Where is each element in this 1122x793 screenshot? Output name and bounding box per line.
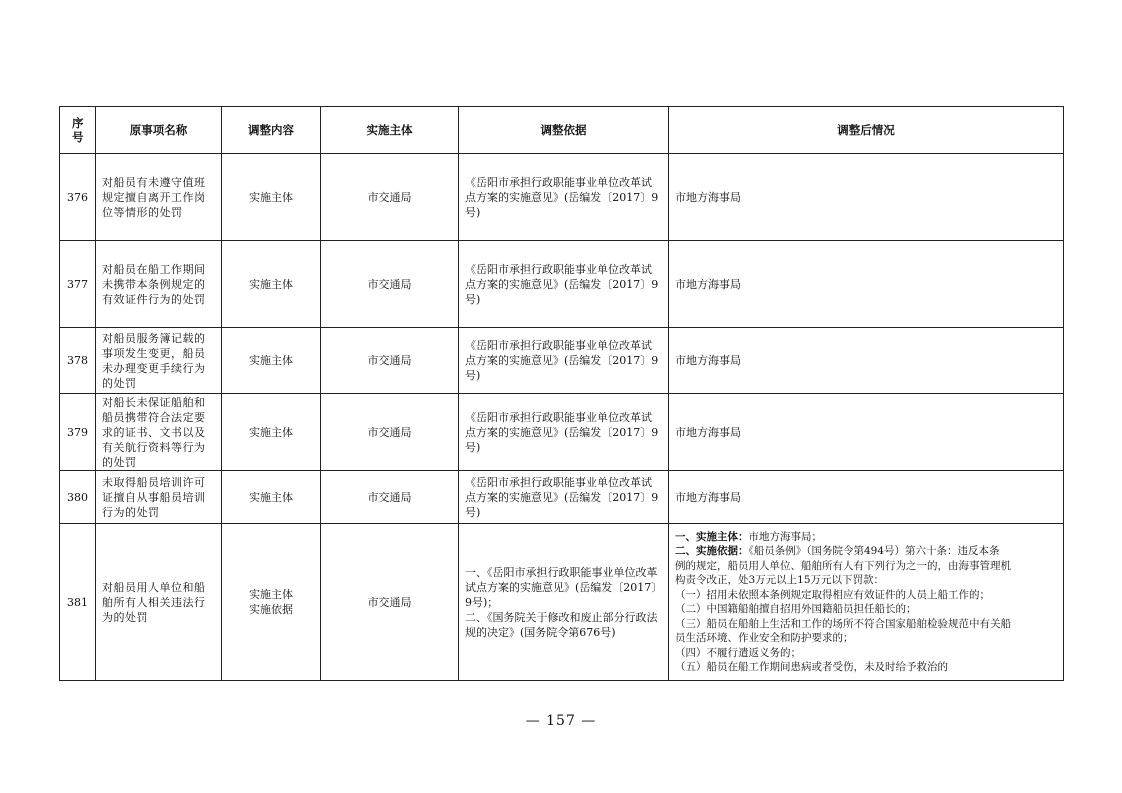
row-item-name: 对船员在船工作期间未携带本条例规定的有效证件行为的处罚 — [96, 241, 222, 328]
row-adjust-basis: 《岳阳市承担行政职能事业单位改革试点方案的实施意见》(岳编发〔2017〕9号) — [459, 471, 669, 524]
row-after-status — [669, 524, 1064, 681]
table-row — [60, 471, 1064, 524]
row-no: 379 — [60, 394, 96, 471]
header-basis: 调整依据 — [459, 107, 669, 154]
row-adjust-content: 实施主体 — [222, 394, 321, 471]
after-text: 市地方海事局； — [748, 530, 822, 543]
row-no: 378 — [60, 328, 96, 394]
row-adjust-basis — [459, 524, 669, 681]
row-after-status: 市地方海事局 — [669, 471, 1064, 524]
table-row — [60, 394, 1064, 471]
row-no: 376 — [60, 154, 96, 241]
row-implementing-body: 市交通局 — [321, 471, 459, 524]
adjust-content-line: 实施依据 — [249, 603, 293, 616]
header-name: 原事项名称 — [96, 107, 222, 154]
row-adjust-content: 实施主体 — [222, 241, 321, 328]
row-adjust-basis: 《岳阳市承担行政职能事业单位改革试点方案的实施意见》(岳编发〔2017〕9号) — [459, 394, 669, 471]
row-adjust-content: 实施主体 — [222, 154, 321, 241]
header-body: 实施主体 — [321, 107, 459, 154]
table-row — [60, 154, 1064, 241]
row-item-name: 对船长未保证船舶和船员携带符合法定要求的证书、文书以及有关航行资料等行为的处罚 — [96, 394, 222, 471]
row-implementing-body: 市交通局 — [321, 154, 459, 241]
header-after: 调整后情况 — [669, 107, 1064, 154]
after-line — [675, 530, 1057, 545]
row-item-name: 未取得船员培训许可证擅自从事船员培训行为的处罚 — [96, 471, 222, 524]
after-line: 例的规定，船员用人单位、船舶所有人有下列行为之一的，由海事管理机 — [675, 559, 1011, 572]
after-label: 一、实施主体： — [675, 530, 749, 543]
row-item-name: 对船员有未遵守值班规定擅自离开工作岗位等情形的处罚 — [96, 154, 222, 241]
row-after-status: 市地方海事局 — [669, 394, 1064, 471]
page-number: — 157 — — [525, 713, 597, 729]
row-implementing-body: 市交通局 — [321, 328, 459, 394]
table-row — [60, 328, 1064, 394]
row-implementing-body: 市交通局 — [321, 524, 459, 681]
row-after-status: 市地方海事局 — [669, 241, 1064, 328]
row-adjust-basis: 《岳阳市承担行政职能事业单位改革试点方案的实施意见》(岳编发〔2017〕9号) — [459, 241, 669, 328]
row-item-name: 对船员服务簿记载的事项发生变更，船员未办理变更手续行为的处罚 — [96, 328, 222, 394]
after-line: （一）招用未依照本条例规定取得相应有效证件的人员上船工作的； — [675, 588, 990, 601]
after-line — [675, 544, 1057, 559]
row-adjust-basis: 《岳阳市承担行政职能事业单位改革试点方案的实施意见》(岳编发〔2017〕9号) — [459, 154, 669, 241]
after-line: （三）船员在船舶上生活和工作的场所不符合国家船舶检验规范中有关船 — [675, 617, 1011, 630]
header-adjust: 调整内容 — [222, 107, 321, 154]
header-no: 序号 — [60, 107, 96, 154]
after-line: 员生活环境、作业安全和防护要求的； — [675, 632, 854, 644]
row-adjust-content: 实施主体 — [222, 471, 321, 524]
after-line: （五）船员在船工作期间患病或者受伤，未及时给予救治的 — [675, 661, 948, 673]
row-no: 377 — [60, 241, 96, 328]
row-adjust-basis: 《岳阳市承担行政职能事业单位改革试点方案的实施意见》(岳编发〔2017〕9号) — [459, 328, 669, 394]
after-line: （二）中国籍船舶擅自招用外国籍船员担任船长的； — [675, 603, 917, 615]
table-row — [60, 241, 1064, 328]
row-no: 380 — [60, 471, 96, 524]
basis-line: 二、《国务院关于修改和废止部分行政法规的决定》(国务院令第676号) — [465, 610, 658, 639]
after-line: 构责令改正，处3万元以上15万元以下罚款： — [675, 574, 885, 586]
table-header-row — [60, 107, 1064, 154]
row-adjust-content — [222, 524, 321, 681]
row-no: 381 — [60, 524, 96, 681]
after-line: （四）不履行遣返义务的； — [675, 646, 801, 659]
row-after-status: 市地方海事局 — [669, 154, 1064, 241]
table-row — [60, 524, 1064, 681]
row-after-status: 市地方海事局 — [669, 328, 1064, 394]
basis-line: 一、《岳阳市承担行政职能事业单位改革试点方案的实施意见》(岳编发〔2017〕9号)； — [465, 565, 658, 609]
adjustment-table — [59, 106, 1064, 681]
after-text: 《船员条例》（国务院令第494号）第六十条：违反本条 — [748, 545, 1000, 557]
row-implementing-body: 市交通局 — [321, 241, 459, 328]
after-label: 二、实施依据： — [675, 545, 749, 557]
row-implementing-body: 市交通局 — [321, 394, 459, 471]
row-adjust-content: 实施主体 — [222, 328, 321, 394]
row-item-name: 对船员用人单位和船舶所有人相关违法行为的处罚 — [96, 524, 222, 681]
adjust-content-line: 实施主体 — [249, 588, 293, 601]
